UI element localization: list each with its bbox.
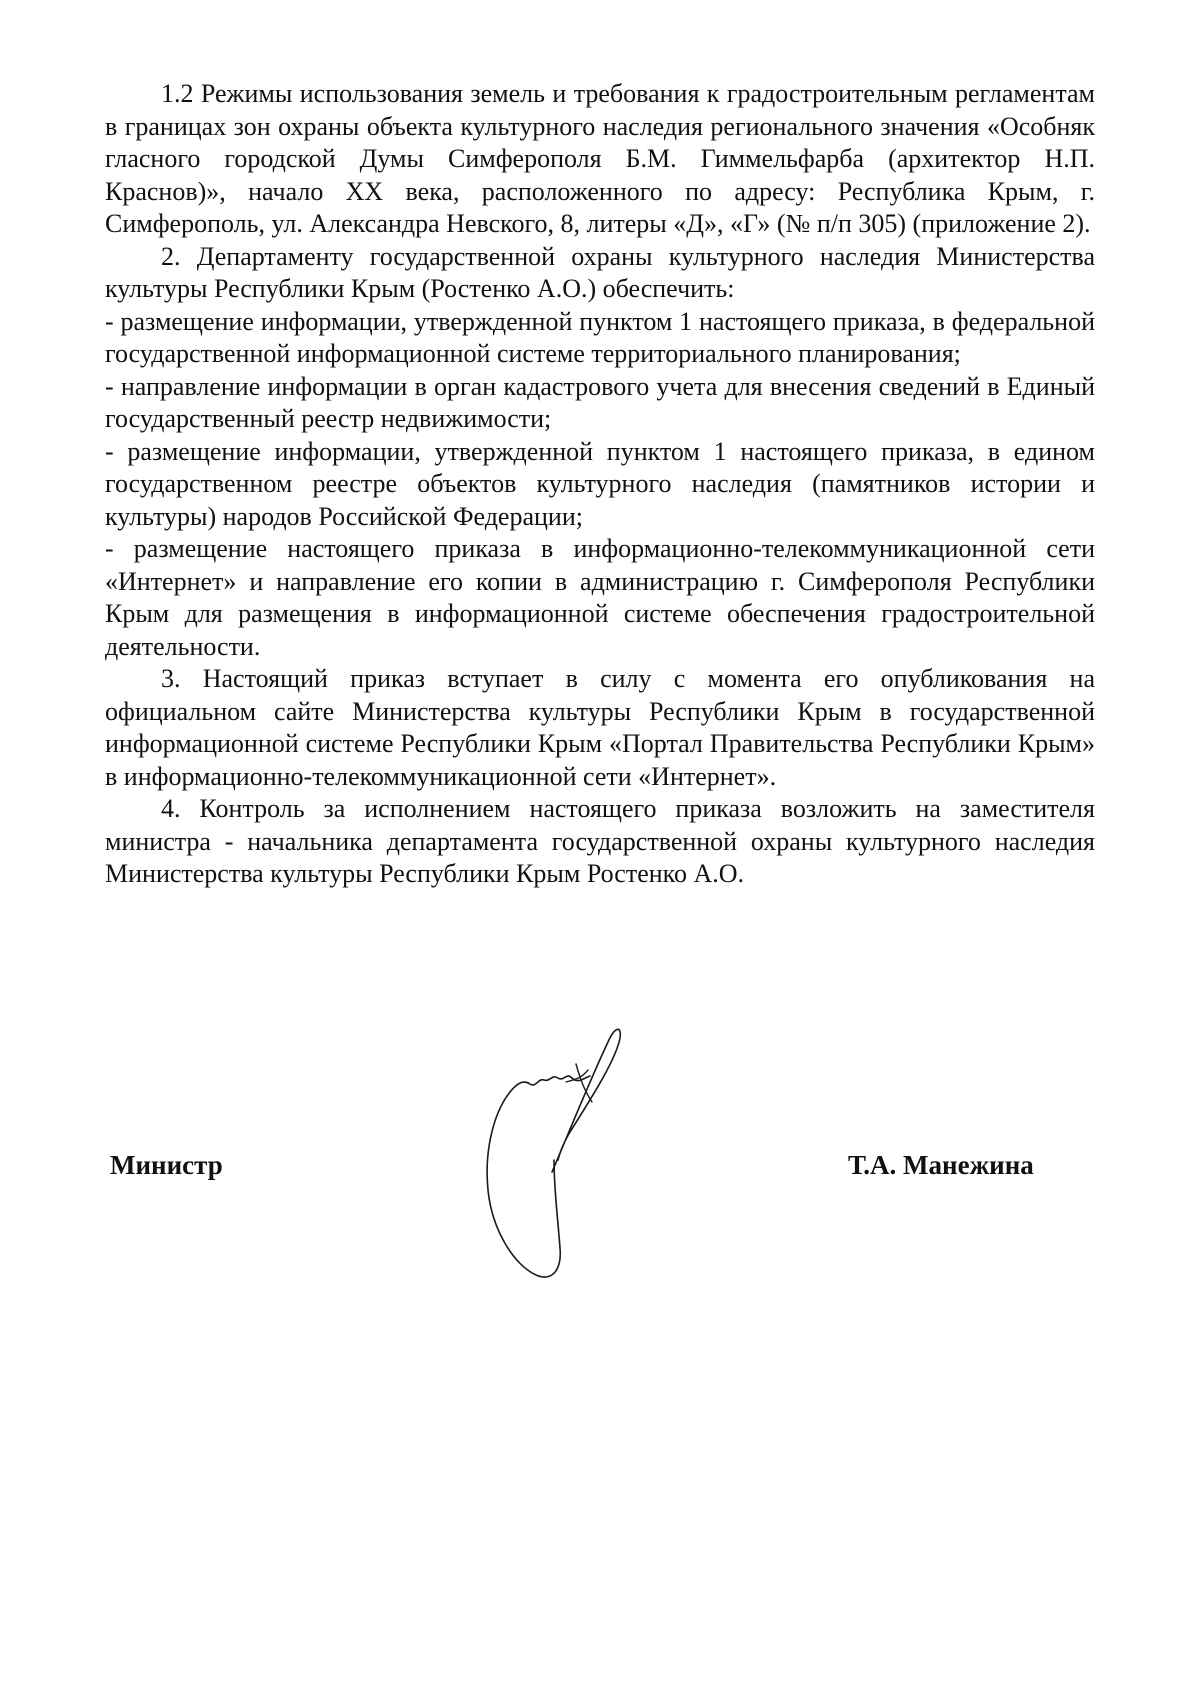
signer-title: Министр [110, 1150, 223, 1180]
paragraph-2: 2. Департаменту государственной охраны культурного наследия Министерства культуры Республики Крым (Ростенко А.О.) обеспечить: [105, 241, 1095, 303]
paragraph-1-2: 1.2 Режимы использования земель и требования к градостроительным регламентам в границах зон охраны объекта культурного наследия регионального значения «Особняк гласного городской Думы Симферополя Б.М. Гиммельфарба (архитектор Н.П. Краснов)», начало XX века, расположенного по адресу: Республика Крым, г. Симферополь, ул. Александра Невского, 8, литеры «Д», «Г» (№ п/п 305) (приложение 2). [105, 79, 1095, 238]
signature-block [0, 1020, 1200, 1300]
paragraph-2-item-d: - размещение настоящего приказа в информационно-телекоммуникационной сети «Интернет» и направление его копии в администрацию г. Симферополя Республики Крым для размещения в информационной системе обеспечения градостроительной деятельности. [105, 534, 1095, 661]
paragraph-3: 3. Настоящий приказ вступает в силу с момента его опубликования на официальном сайте Министерства культуры Республики Крым в государственной информационной системе Республики Крым «Портал Правительства Республики Крым» в информационно-телекоммуникационной сети «Интернет». [105, 664, 1095, 791]
document-body [105, 78, 1095, 891]
paragraph-2-item-b: - направление информации в орган кадастрового учета для внесения сведений в Единый государственный реестр недвижимости; [105, 371, 1095, 433]
paragraph-2-item-a: - размещение информации, утвержденной пунктом 1 настоящего приказа, в федеральной государственной информационной системе территориального планирования; [105, 306, 1095, 368]
paragraph-2-item-c: - размещение информации, утвержденной пунктом 1 настоящего приказа, в едином государственном реестре объектов культурного наследия (памятников истории и культуры) народов Российской Федерации; [105, 436, 1095, 531]
signer-name: Т.А. Манежина [848, 1150, 1034, 1180]
paragraph-4: 4. Контроль за исполнением настоящего приказа возложить на заместителя министра - начальника департамента государственной охраны культурного наследия Министерства культуры Республики Крым Ростенко А.О. [105, 794, 1095, 888]
handwritten-signature [480, 1020, 720, 1300]
